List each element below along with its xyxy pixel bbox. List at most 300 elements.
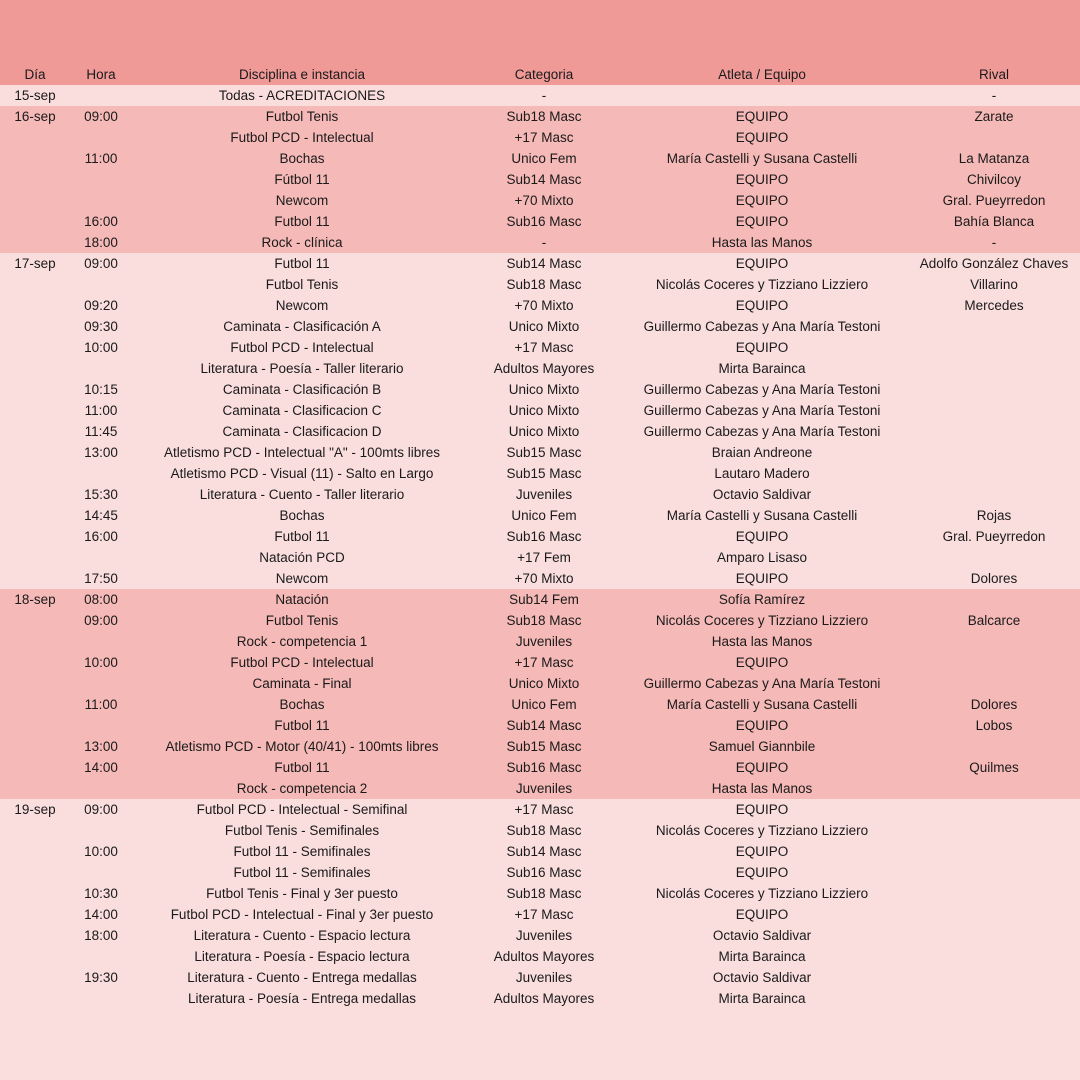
cell-disciplina: Rock - competencia 1 [236, 634, 368, 649]
table-row [0, 526, 1080, 547]
table-row [0, 505, 1080, 526]
table-row [0, 85, 1080, 106]
cell-rival: Bahía Blanca [953, 214, 1035, 229]
cell-hora [70, 673, 132, 694]
table-row [0, 379, 1080, 400]
cell-categoria: +17 Masc [514, 907, 574, 922]
cell-rival [908, 904, 1080, 925]
table-row [0, 253, 1080, 274]
cell-rival [908, 631, 1080, 652]
cell-rival [908, 589, 1080, 610]
cell-categoria: Sub18 Masc [506, 109, 582, 124]
cell-hora [70, 169, 132, 190]
cell-rival [908, 463, 1080, 484]
table-row [0, 337, 1080, 358]
cell-hora: 16:00 [84, 214, 118, 229]
table-row [0, 295, 1080, 316]
cell-dia [0, 421, 70, 442]
cell-hora [70, 85, 132, 106]
cell-rival [908, 799, 1080, 820]
cell-dia [0, 379, 70, 400]
cell-atleta: EQUIPO [735, 298, 789, 313]
cell-hora: 11:45 [84, 424, 118, 439]
cell-dia [0, 211, 70, 232]
cell-rival [908, 484, 1080, 505]
cell-hora [70, 820, 132, 841]
cell-disciplina: Caminata - Clasificación A [223, 319, 381, 334]
table-row [0, 169, 1080, 190]
cell-disciplina: Futbol 11 [274, 529, 330, 544]
cell-hora: 16:00 [84, 529, 118, 544]
cell-atleta: EQUIPO [735, 256, 789, 271]
header-disciplina: Disciplina e instancia [238, 67, 366, 82]
cell-dia [0, 526, 70, 547]
cell-disciplina: Futbol Tenis - Final y 3er puesto [206, 886, 398, 901]
cell-dia [0, 484, 70, 505]
table-row [0, 778, 1080, 799]
table-row [0, 400, 1080, 421]
cell-dia: 16-sep [14, 109, 56, 124]
cell-rival: Adolfo González Chaves [919, 256, 1069, 271]
cell-hora: 14:00 [84, 907, 118, 922]
cell-dia [0, 736, 70, 757]
table-row [0, 925, 1080, 946]
cell-dia [0, 757, 70, 778]
cell-categoria: +17 Masc [514, 655, 574, 670]
cell-categoria: Unico Mixto [508, 403, 580, 418]
cell-dia [0, 610, 70, 631]
cell-hora: 09:20 [84, 298, 118, 313]
cell-disciplina: Atletismo PCD - Visual (11) - Salto en Largo [170, 466, 434, 481]
cell-rival [908, 673, 1080, 694]
cell-categoria: Unico Mixto [508, 676, 580, 691]
cell-hora: 19:30 [84, 970, 118, 985]
cell-categoria: +70 Mixto [514, 193, 574, 208]
header-categoria: Categoria [514, 67, 574, 82]
cell-disciplina: Futbol 11 [274, 214, 330, 229]
table-row [0, 862, 1080, 883]
cell-atleta [616, 85, 908, 106]
cell-categoria: Juveniles [515, 634, 573, 649]
cell-atleta: Sofía Ramírez [718, 592, 806, 607]
cell-hora: 09:00 [84, 109, 118, 124]
cell-atleta: Lautaro Madero [714, 466, 810, 481]
cell-categoria: Juveniles [515, 928, 573, 943]
cell-rival [908, 925, 1080, 946]
cell-atleta: Mirta Barainca [718, 361, 806, 376]
cell-categoria: Unico Mixto [508, 424, 580, 439]
cell-disciplina: Newcom [275, 298, 329, 313]
cell-hora: 08:00 [84, 592, 118, 607]
cell-disciplina: Futbol PCD - Intelectual [230, 130, 374, 145]
cell-atleta: EQUIPO [735, 718, 789, 733]
cell-dia [0, 904, 70, 925]
cell-rival [908, 883, 1080, 904]
cell-hora [70, 862, 132, 883]
cell-disciplina: Futbol 11 [274, 718, 330, 733]
cell-categoria: - [541, 88, 547, 103]
cell-dia [0, 568, 70, 589]
cell-dia [0, 442, 70, 463]
cell-rival [908, 442, 1080, 463]
cell-categoria: Sub15 Masc [506, 466, 582, 481]
table-header [0, 65, 1080, 85]
cell-disciplina: Literatura - Cuento - Espacio lectura [193, 928, 411, 943]
cell-hora: 09:00 [84, 613, 118, 628]
cell-disciplina: Atletismo PCD - Motor (40/41) - 100mts libres [165, 739, 439, 754]
cell-dia [0, 505, 70, 526]
cell-rival: Quilmes [969, 760, 1019, 775]
cell-rival: Gral. Pueyrredon [942, 193, 1046, 208]
table-row [0, 547, 1080, 568]
cell-dia [0, 232, 70, 253]
cell-categoria: Unico Mixto [508, 319, 580, 334]
table-row [0, 358, 1080, 379]
cell-dia [0, 988, 70, 1009]
cell-dia [0, 841, 70, 862]
header-hora: Hora [86, 67, 116, 82]
cell-categoria: Sub14 Masc [506, 718, 582, 733]
table-row [0, 190, 1080, 211]
cell-rival: Gral. Pueyrredon [942, 529, 1046, 544]
cell-atleta: Hasta las Manos [711, 781, 813, 796]
cell-categoria: Sub18 Masc [506, 277, 582, 292]
table-row [0, 715, 1080, 736]
table-row [0, 736, 1080, 757]
cell-disciplina: Fútbol 11 [274, 172, 330, 187]
cell-categoria: Sub16 Masc [506, 529, 582, 544]
cell-rival: Zarate [974, 109, 1014, 124]
cell-hora [70, 631, 132, 652]
cell-rival: Chivilcoy [966, 172, 1021, 187]
cell-dia [0, 652, 70, 673]
cell-disciplina: Atletismo PCD - Intelectual "A" - 100mts libres [164, 445, 440, 460]
cell-atleta: Octavio Saldivar [712, 928, 812, 943]
table-row [0, 841, 1080, 862]
cell-disciplina: Literatura - Poesía - Espacio lectura [194, 949, 410, 964]
cell-atleta: EQUIPO [735, 130, 789, 145]
cell-disciplina: Futbol PCD - Intelectual [230, 655, 374, 670]
cell-dia [0, 463, 70, 484]
table-row [0, 148, 1080, 169]
cell-hora [70, 358, 132, 379]
cell-hora: 14:45 [84, 508, 118, 523]
cell-atleta: Octavio Saldivar [712, 487, 812, 502]
cell-disciplina: Bochas [279, 151, 325, 166]
table-row [0, 904, 1080, 925]
table-row [0, 946, 1080, 967]
cell-hora: 09:30 [84, 319, 118, 334]
cell-rival [908, 820, 1080, 841]
cell-categoria: Adultos Mayores [493, 361, 595, 376]
cell-categoria: Sub18 Masc [506, 823, 582, 838]
table-row [0, 988, 1080, 1009]
cell-disciplina: Futbol 11 [274, 256, 330, 271]
cell-atleta: EQUIPO [735, 109, 789, 124]
table-body [0, 85, 1080, 1009]
cell-dia [0, 295, 70, 316]
table-row [0, 883, 1080, 904]
cell-hora: 14:00 [84, 760, 118, 775]
cell-rival [908, 946, 1080, 967]
cell-hora [70, 127, 132, 148]
cell-atleta: EQUIPO [735, 760, 789, 775]
cell-rival [908, 421, 1080, 442]
cell-categoria: Sub18 Masc [506, 613, 582, 628]
cell-rival [908, 988, 1080, 1009]
cell-disciplina: Futbol Tenis [265, 613, 339, 628]
cell-atleta: María Castelli y Susana Castelli [666, 697, 858, 712]
cell-disciplina: Caminata - Clasificacion D [222, 424, 382, 439]
cell-atleta: Nicolás Coceres y Tizziano Lizziero [655, 277, 869, 292]
cell-rival: - [991, 88, 997, 103]
cell-disciplina: Newcom [275, 571, 329, 586]
cell-categoria: +17 Masc [514, 340, 574, 355]
cell-dia [0, 778, 70, 799]
cell-atleta: Nicolás Coceres y Tizziano Lizziero [655, 613, 869, 628]
cell-hora: 10:15 [84, 382, 118, 397]
cell-categoria: Sub14 Masc [506, 172, 582, 187]
cell-hora: 11:00 [84, 403, 118, 418]
table-row [0, 631, 1080, 652]
cell-rival: - [991, 235, 997, 250]
cell-disciplina: Rock - clínica [261, 235, 343, 250]
cell-hora [70, 946, 132, 967]
cell-categoria: - [541, 235, 547, 250]
cell-dia [0, 547, 70, 568]
cell-hora: 13:00 [84, 739, 118, 754]
cell-dia [0, 631, 70, 652]
cell-disciplina: Natación [275, 592, 329, 607]
table-row [0, 211, 1080, 232]
cell-dia: 15-sep [14, 88, 56, 103]
cell-dia [0, 946, 70, 967]
cell-categoria: Adultos Mayores [493, 991, 595, 1006]
cell-atleta: Octavio Saldivar [712, 970, 812, 985]
cell-categoria: Juveniles [515, 487, 573, 502]
table-row [0, 484, 1080, 505]
cell-dia [0, 337, 70, 358]
cell-categoria: +17 Masc [514, 130, 574, 145]
cell-rival [908, 358, 1080, 379]
cell-disciplina: Literatura - Poesía - Taller literario [200, 361, 404, 376]
cell-atleta: María Castelli y Susana Castelli [666, 151, 858, 166]
cell-disciplina: Bochas [279, 508, 325, 523]
cell-disciplina: Futbol PCD - Intelectual [230, 340, 374, 355]
header-rival: Rival [978, 67, 1009, 82]
cell-dia [0, 190, 70, 211]
cell-hora [70, 988, 132, 1009]
cell-categoria: +17 Masc [514, 802, 574, 817]
cell-atleta: EQUIPO [735, 193, 789, 208]
cell-dia: 19-sep [14, 802, 56, 817]
cell-categoria: Sub15 Masc [506, 739, 582, 754]
cell-rival [908, 862, 1080, 883]
table-row [0, 967, 1080, 988]
cell-hora [70, 274, 132, 295]
cell-disciplina: Caminata - Clasificacion C [222, 403, 382, 418]
cell-categoria: Sub14 Fem [509, 592, 579, 607]
cell-dia [0, 127, 70, 148]
cell-rival: Mercedes [964, 298, 1024, 313]
cell-atleta: EQUIPO [735, 172, 789, 187]
cell-categoria: Unico Fem [511, 151, 577, 166]
cell-rival [908, 967, 1080, 988]
cell-categoria: Unico Fem [511, 508, 577, 523]
cell-dia [0, 274, 70, 295]
cell-disciplina: Literatura - Poesía - Entrega medallas [187, 991, 417, 1006]
cell-atleta: María Castelli y Susana Castelli [666, 508, 858, 523]
cell-hora: 15:30 [84, 487, 118, 502]
cell-rival [908, 736, 1080, 757]
cell-disciplina: Literatura - Cuento - Entrega medallas [187, 970, 417, 985]
cell-disciplina: Futbol 11 - Semifinales [233, 844, 371, 859]
cell-atleta: Samuel Giannbile [708, 739, 816, 754]
cell-dia [0, 169, 70, 190]
cell-hora: 10:00 [84, 655, 118, 670]
cell-atleta: Mirta Barainca [718, 949, 806, 964]
cell-rival [908, 379, 1080, 400]
cell-rival [908, 547, 1080, 568]
cell-atleta: EQUIPO [735, 844, 789, 859]
cell-hora: 09:00 [84, 256, 118, 271]
cell-hora: 09:00 [84, 802, 118, 817]
cell-disciplina: Futbol Tenis [265, 109, 339, 124]
cell-hora: 18:00 [84, 235, 118, 250]
cell-hora: 10:00 [84, 844, 118, 859]
header-dia: Día [24, 67, 46, 82]
cell-hora: 10:30 [84, 886, 118, 901]
cell-dia [0, 673, 70, 694]
cell-disciplina: Futbol Tenis - Semifinales [224, 823, 380, 838]
cell-rival: La Matanza [958, 151, 1030, 166]
cell-categoria: +70 Mixto [514, 298, 574, 313]
cell-atleta: EQUIPO [735, 214, 789, 229]
cell-disciplina: Natación PCD [259, 550, 345, 565]
table-row [0, 442, 1080, 463]
cell-categoria: Juveniles [515, 781, 573, 796]
table-row [0, 106, 1080, 127]
cell-categoria: Unico Mixto [508, 382, 580, 397]
cell-disciplina: Todas - ACREDITACIONES [218, 88, 386, 103]
cell-dia: 17-sep [14, 256, 56, 271]
cell-rival [908, 778, 1080, 799]
cell-categoria: Sub16 Masc [506, 214, 582, 229]
cell-categoria: Sub14 Masc [506, 844, 582, 859]
cell-disciplina: Futbol PCD - Intelectual - Final y 3er puesto [170, 907, 434, 922]
table-row [0, 589, 1080, 610]
cell-rival [908, 127, 1080, 148]
cell-categoria: Unico Fem [511, 697, 577, 712]
cell-atleta: Braian Andreone [711, 445, 813, 460]
cell-disciplina: Bochas [279, 697, 325, 712]
cell-dia [0, 715, 70, 736]
cell-dia [0, 316, 70, 337]
table-row [0, 127, 1080, 148]
cell-hora [70, 778, 132, 799]
cell-rival: Dolores [970, 697, 1018, 712]
table-row [0, 568, 1080, 589]
cell-dia [0, 358, 70, 379]
cell-disciplina: Futbol 11 - Semifinales [233, 865, 371, 880]
table-row [0, 421, 1080, 442]
cell-categoria: +17 Fem [517, 550, 571, 565]
cell-atleta: Guillermo Cabezas y Ana María Testoni [643, 319, 881, 334]
table-row [0, 232, 1080, 253]
cell-categoria: Sub14 Masc [506, 256, 582, 271]
cell-dia [0, 862, 70, 883]
cell-rival [908, 337, 1080, 358]
cell-dia [0, 967, 70, 988]
cell-atleta: Guillermo Cabezas y Ana María Testoni [643, 676, 881, 691]
cell-hora: 17:50 [84, 571, 118, 586]
cell-hora: 13:00 [84, 445, 118, 460]
cell-atleta: EQUIPO [735, 865, 789, 880]
cell-disciplina: Literatura - Cuento - Taller literario [199, 487, 405, 502]
table-row [0, 274, 1080, 295]
cell-disciplina: Futbol 11 [274, 760, 330, 775]
cell-dia: 18-sep [14, 592, 56, 607]
cell-disciplina: Caminata - Final [252, 676, 352, 691]
cell-atleta: Mirta Barainca [718, 991, 806, 1006]
table-row [0, 757, 1080, 778]
cell-dia [0, 400, 70, 421]
cell-rival [908, 841, 1080, 862]
cell-dia [0, 694, 70, 715]
cell-disciplina: Futbol PCD - Intelectual - Semifinal [196, 802, 408, 817]
cell-disciplina: Newcom [275, 193, 329, 208]
cell-hora [70, 190, 132, 211]
cell-categoria: Sub18 Masc [506, 886, 582, 901]
cell-rival: Lobos [975, 718, 1013, 733]
table-row [0, 694, 1080, 715]
cell-atleta: EQUIPO [735, 340, 789, 355]
header-atleta: Atleta / Equipo [718, 67, 806, 82]
cell-atleta: EQUIPO [735, 655, 789, 670]
cell-hora: 11:00 [84, 151, 118, 166]
cell-disciplina: Caminata - Clasificación B [222, 382, 382, 397]
cell-atleta: Guillermo Cabezas y Ana María Testoni [643, 424, 881, 439]
cell-disciplina: Rock - competencia 2 [236, 781, 368, 796]
cell-atleta: Nicolás Coceres y Tizziano Lizziero [655, 823, 869, 838]
cell-atleta: Nicolás Coceres y Tizziano Lizziero [655, 886, 869, 901]
cell-dia [0, 148, 70, 169]
cell-rival: Dolores [970, 571, 1018, 586]
table-row [0, 820, 1080, 841]
cell-hora [70, 463, 132, 484]
cell-hora: 18:00 [84, 928, 118, 943]
table-row [0, 652, 1080, 673]
cell-atleta: Guillermo Cabezas y Ana María Testoni [643, 382, 881, 397]
cell-hora: 11:00 [84, 697, 118, 712]
cell-atleta: EQUIPO [735, 529, 789, 544]
table-row [0, 799, 1080, 820]
cell-hora [70, 547, 132, 568]
cell-atleta: Hasta las Manos [711, 235, 813, 250]
table-row [0, 463, 1080, 484]
cell-dia [0, 925, 70, 946]
cell-hora: 10:00 [84, 340, 118, 355]
cell-atleta: EQUIPO [735, 802, 789, 817]
table-row [0, 610, 1080, 631]
table-row [0, 673, 1080, 694]
cell-rival [908, 316, 1080, 337]
cell-disciplina: Futbol Tenis [265, 277, 339, 292]
cell-rival [908, 400, 1080, 421]
cell-atleta: EQUIPO [735, 571, 789, 586]
cell-rival [908, 652, 1080, 673]
cell-atleta: Hasta las Manos [711, 634, 813, 649]
